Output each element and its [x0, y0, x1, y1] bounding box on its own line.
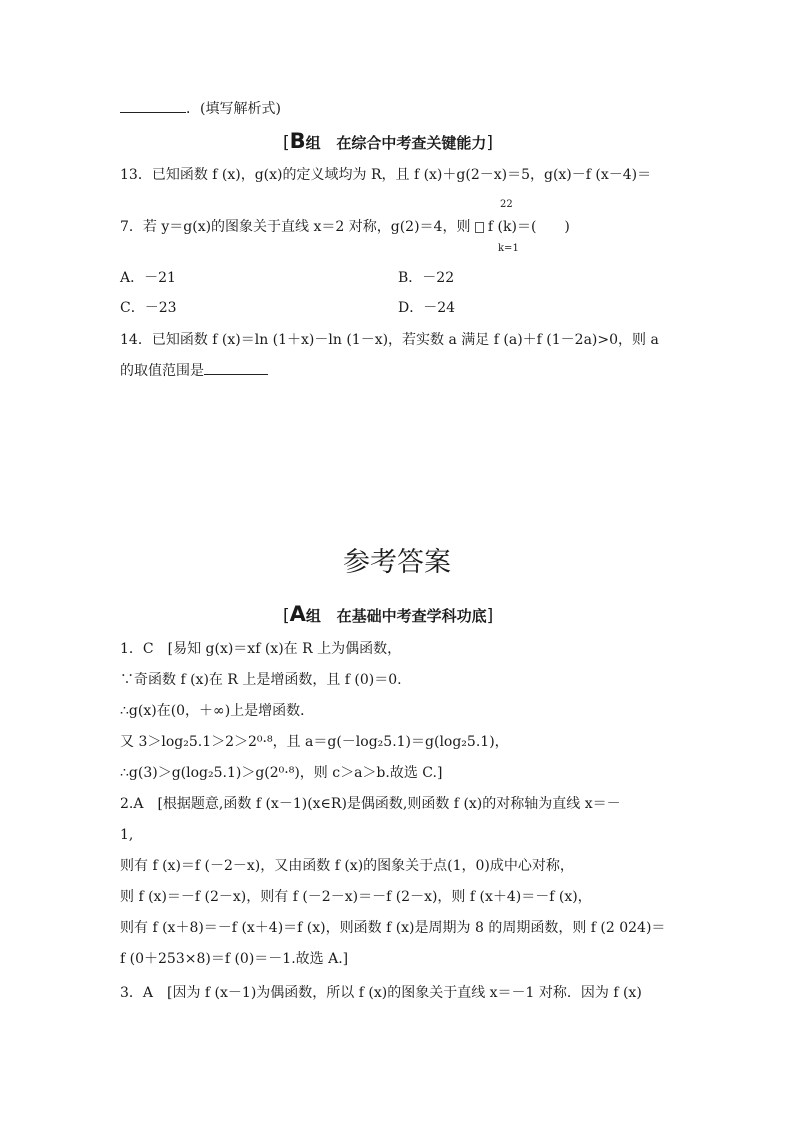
- bracket-close: ]: [486, 133, 493, 153]
- answer-line: ∴g(x)在(0，＋∞)上是增函数．: [120, 703, 315, 719]
- group-suffix: 组: [305, 607, 321, 625]
- bracket-open: [: [283, 133, 290, 153]
- answer-line: 3．A [因为 f (x－1)为偶函数，所以 f (x)的图象关于直线 x＝－1 对称．因为 f (x): [120, 985, 642, 1001]
- group-heading: 在综合中考查关键能力: [336, 134, 487, 152]
- answer-line: ∴g(3)＞g(log₂5.1)＞g(2⁰·⁸)，则 c＞a＞b.故选 C.]: [120, 765, 443, 781]
- sum-expression: f (k)＝( ): [487, 219, 570, 235]
- fill-in-text: ．(填写解析式): [186, 101, 281, 117]
- group-letter: B: [289, 129, 306, 153]
- answer-line: 又 3＞log₂5.1＞2＞2⁰·⁸，且 a＝g(－log₂5.1)＝g(log₂5.1)，: [120, 734, 509, 750]
- answer-line: 则 f (x)＝－f (2－x)，则有 f (－2－x)＝－f (2－x)，则 f (x＋4)＝－f (x)，: [120, 889, 592, 905]
- bracket-close: ]: [486, 606, 494, 626]
- sum-lower-limit: k=1: [498, 243, 519, 254]
- question-13-text: 7．若 y＝g(x)的图象关于直线 x＝2 对称，g(2)＝4，则: [120, 219, 471, 235]
- sigma-icon: [475, 222, 484, 233]
- bracket-open: [: [283, 606, 290, 626]
- group-letter: A: [289, 602, 306, 626]
- answer-blank: [204, 360, 268, 375]
- option-c: C．－23: [120, 300, 177, 316]
- answer-line: 则有 f (x)＝f (－2－x)，又由函数 f (x)的图象关于点(1，0)成中心对称，: [120, 858, 574, 874]
- group-heading: 在基础中考查学科功底: [336, 607, 487, 625]
- fill-in-line: [120, 98, 281, 119]
- option-d: D．－24: [398, 300, 456, 316]
- answer-line: ∵奇函数 f (x)在 R 上是增函数，且 f (0)＝0.: [120, 672, 402, 688]
- sum-upper-limit: 22: [500, 199, 513, 210]
- question-14-text: 的取值范围是: [120, 363, 204, 379]
- answer-line: 则有 f (x＋8)＝－f (x＋4)＝f (x)，则函数 f (x)是周期为 8 的周期函数，则 f (2 024)＝: [120, 920, 666, 936]
- option-b: B．－22: [398, 270, 455, 286]
- option-a: A．－21: [120, 270, 176, 286]
- question-13-line-1: 13．已知函数 f (x)，g(x)的定义域均为 R，且 f (x)＋g(2－x)＝5，g(x)－f (x－4)＝: [120, 167, 652, 183]
- group-suffix: 组: [305, 134, 321, 152]
- answer-title: 参考答案: [343, 547, 451, 578]
- question-13-line-2: [120, 217, 570, 237]
- group-a-header: [283, 603, 493, 627]
- answer-line: f (0＋253×8)＝f (0)＝－1.故选 A.]: [120, 951, 349, 967]
- group-b-header: [283, 130, 493, 154]
- answer-blank: [120, 98, 186, 113]
- answer-line: 1,: [120, 827, 134, 843]
- question-14-line-2: [120, 360, 268, 381]
- answer-line: 2.A [根据题意,函数 f (x－1)(x∈R)是偶函数,则函数 f (x)的对称轴为直线 x＝－: [120, 796, 621, 812]
- answer-line: 1．C [易知 g(x)＝xf (x)在 R 上为偶函数，: [120, 641, 402, 657]
- question-14-line-1: 14．已知函数 f (x)＝ln (1＋x)－ln (1－x)，若实数 a 满足 f (a)＋f (1－2a)>0，则 a: [120, 332, 659, 348]
